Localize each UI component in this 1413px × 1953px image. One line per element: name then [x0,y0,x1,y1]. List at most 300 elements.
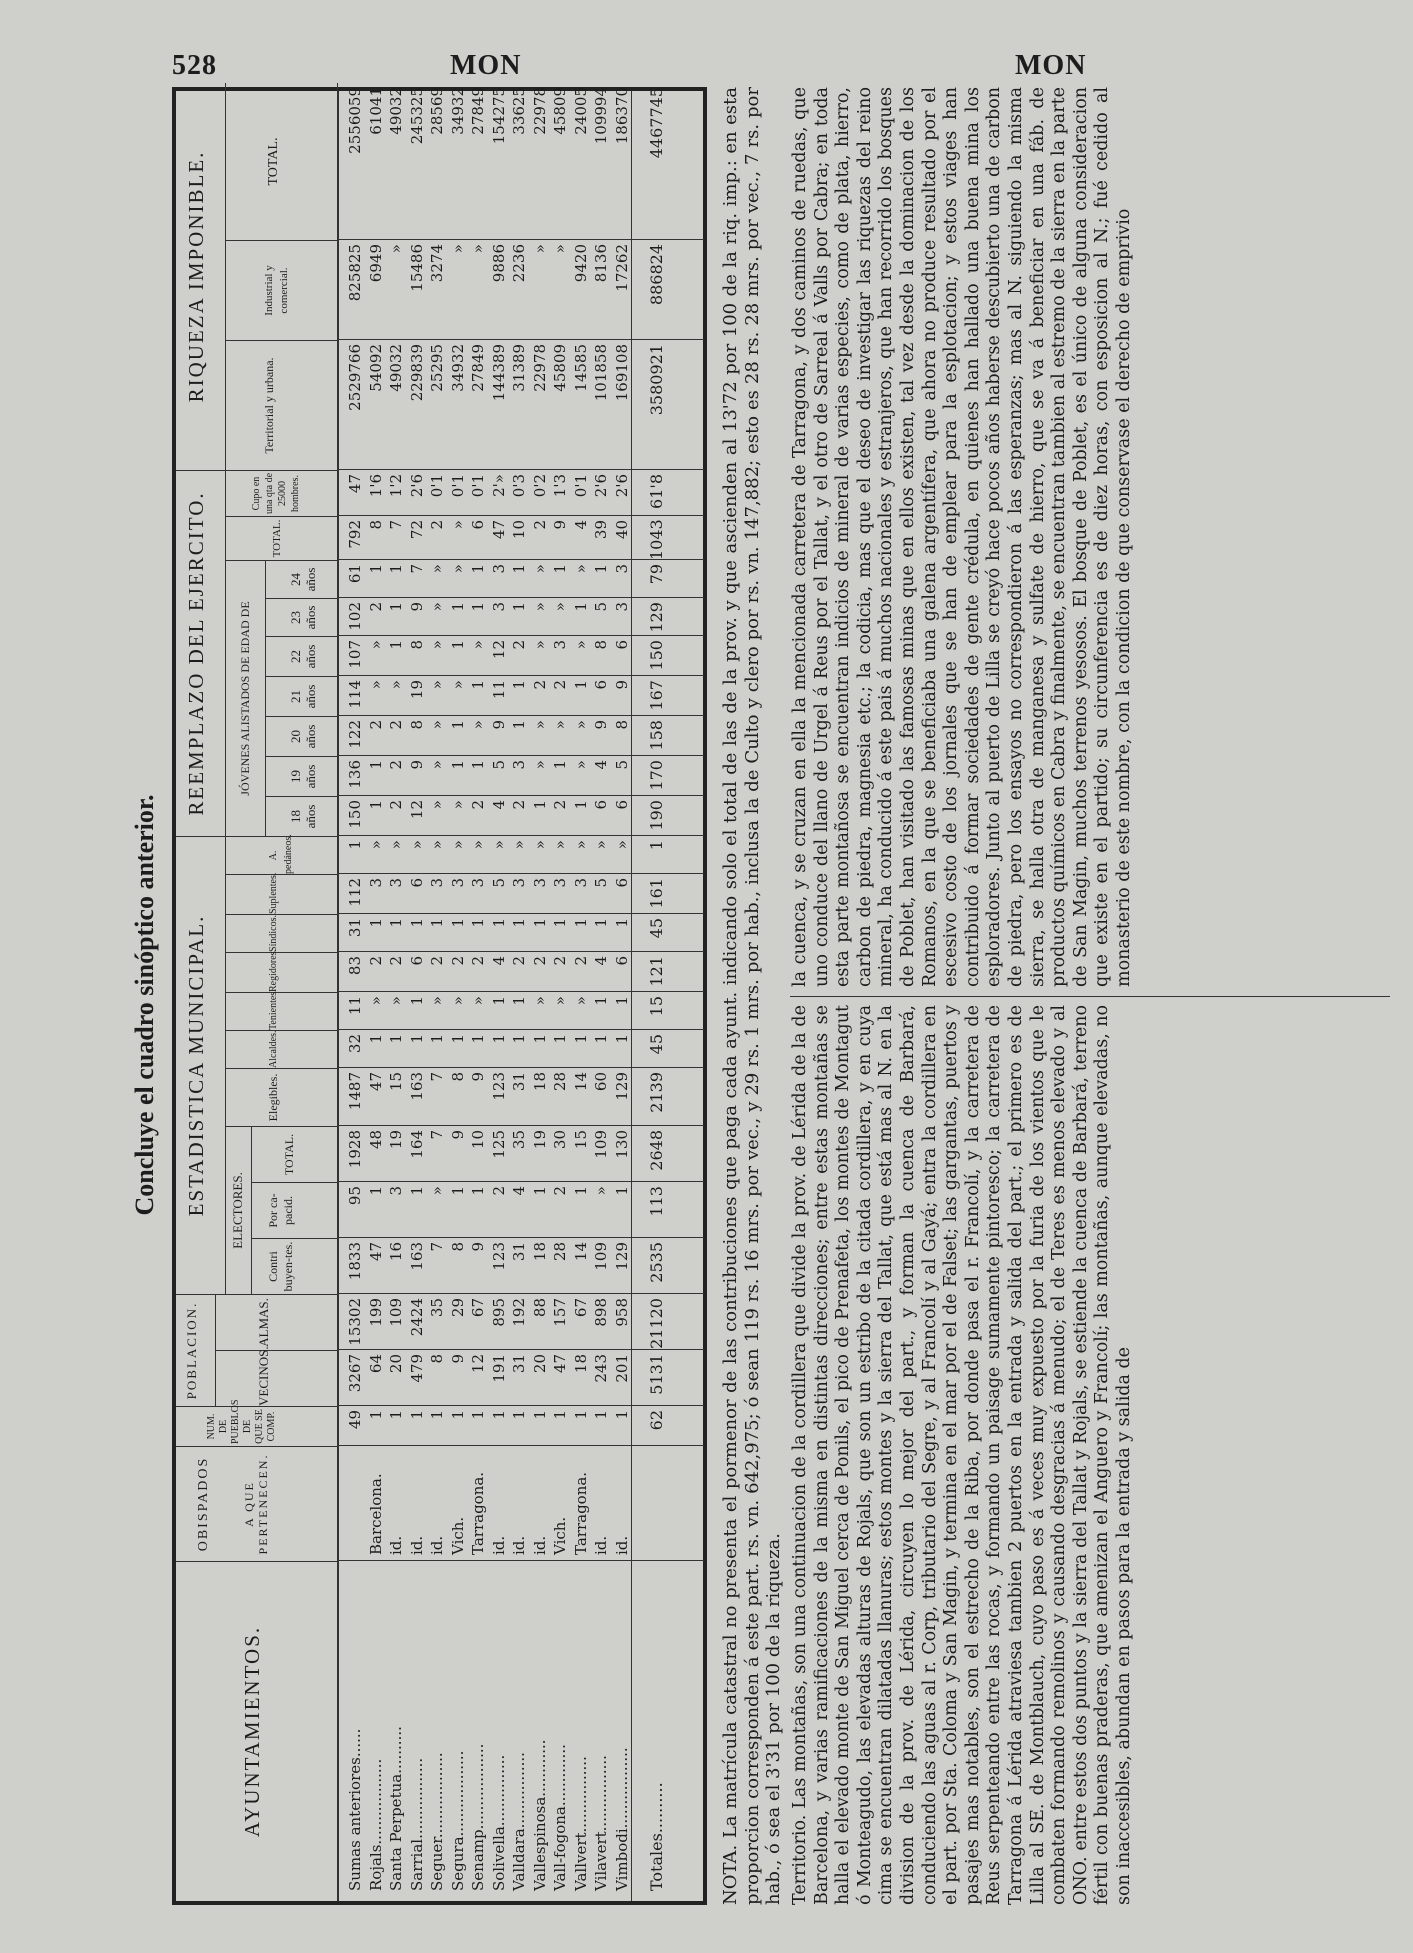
cell-total: 8 [366,520,385,530]
cell-e23: » [428,602,446,612]
cell-pedaneos: » [407,840,426,850]
nota-paragraph [720,87,785,1905]
column-rule [338,835,704,836]
cell-e24: 1 [366,564,385,574]
cell-name: Vallespinosa............ [530,1739,549,1891]
cell-e20: 1 [510,720,528,730]
cell-pedaneos: » [387,840,405,850]
cell-capac: 1 [530,1186,549,1196]
cell-total: 10 [510,520,528,540]
cell-electores: 30 [551,1130,569,1150]
cell-obispado: id. [489,1535,508,1555]
header-num-pueblos: NUM. DE PUEBLOS DE QUE SE COMP. [176,1406,338,1446]
total-cell-suplentes: 161 [647,878,666,909]
cell-contrib: 163 [407,1242,426,1271]
cell-e22: 8 [592,640,610,650]
cell-total: 72 [407,520,426,540]
cell-e21: » [428,680,446,690]
cell-vecinos: 191 [489,1354,508,1383]
cell-e20: » [469,720,487,730]
cell-pedaneos: » [489,840,508,850]
total-cell-sindicos: 45 [647,918,666,939]
cell-electores: 35 [510,1130,528,1150]
cell-cupo: 1'3 [551,474,569,498]
cell-tenientes: 1 [592,996,610,1006]
cell-pedaneos: 1 [346,840,364,850]
cell-sindicos: 1 [407,918,426,928]
cell-sindicos: 1 [510,918,528,928]
sub-elegibles: Elegibles. [226,1068,338,1126]
header-obispados-sub: A QUE PERTENECEN. [242,1453,270,1555]
cell-e22: 1 [387,640,405,650]
cell-riqueza: 22978 [530,87,549,135]
cell-vecinos: 9 [448,1354,467,1364]
cell-pedaneos: » [448,840,467,850]
cell-e19: 3 [510,760,528,770]
cell-industrial: » [551,244,569,254]
cell-almas: 109 [387,1298,405,1327]
cell-cupo: 2'» [489,474,508,497]
cell-name: Sumas anteriores...... [346,1728,364,1891]
cell-tenientes: » [530,996,549,1006]
total-cell-tenientes: 15 [647,996,666,1017]
cell-almas: 895 [489,1298,508,1327]
cell-contrib: 31 [510,1242,528,1262]
cell-e20: 2 [387,720,405,730]
cell-tenientes: » [551,996,569,1006]
header-ayuntamientos: AYUNTAMIENTOS. [176,1561,338,1901]
cell-obispado: Tarragona. [469,1471,487,1555]
sub-territorial: Territorial y urbana. [226,340,338,470]
cell-obispado: Vich. [551,1516,569,1555]
cell-pedaneos: » [428,840,446,850]
cell-e18: 2 [469,800,487,810]
column-rule [338,1293,704,1294]
cell-suplentes: 3 [448,878,467,888]
cell-e20: 2 [366,720,385,730]
total-cell-e20: 158 [647,720,666,751]
cell-elegibles: 129 [612,1072,631,1101]
cell-e23: 102 [346,602,364,631]
cell-territorial: 34932 [448,344,467,392]
cell-name: Santa Perpetua.......... [387,1726,405,1891]
cell-electores: 1928 [346,1130,364,1169]
table-row [551,87,570,1901]
cell-capac: » [428,1186,446,1196]
cell-num: 1 [510,1410,528,1420]
cell-elegibles: 7 [428,1072,446,1082]
cell-alcaldes: 1 [592,1034,610,1044]
cell-industrial: 9886 [489,244,508,283]
cell-cupo: 1'6 [366,474,385,498]
totals-row [646,87,668,1901]
cell-territorial: 229839 [407,344,426,402]
cell-num: 1 [387,1410,405,1420]
total-cell-total: 1043 [647,519,666,560]
cell-total: 9 [551,520,569,530]
cell-e19: 9 [407,760,426,770]
cell-name: Vall-fogona............. [551,1744,569,1891]
cell-num: 1 [551,1410,569,1420]
cell-e22: » [530,640,549,650]
cell-industrial: 2236 [510,244,528,283]
cell-vecinos: 20 [387,1354,405,1374]
cell-capac: 1 [407,1186,426,1196]
cell-riqueza: 2556059 [346,87,364,154]
sub-pedaneos: A. pedáneos. [226,836,338,874]
cell-contrib: 8 [448,1242,467,1252]
cell-e23: 1 [448,602,467,612]
cell-total: 2 [428,520,446,530]
cell-contrib: 16 [387,1242,405,1262]
column-rule [338,1237,704,1238]
cell-capac: 1 [448,1186,467,1196]
column-rule [338,873,704,874]
cell-name: Rojals.................. [366,1758,385,1891]
total-cell-e24: 79 [647,564,666,585]
cell-vecinos: 12 [469,1354,487,1374]
cell-electores: 130 [612,1130,631,1159]
cell-vecinos: 20 [530,1354,549,1374]
table-caption: Concluye el cuadro sinóptico anterior. [130,794,159,1216]
cell-e21: 11 [489,680,508,700]
cell-e24: » [428,564,446,574]
cell-obispado: id. [510,1535,528,1555]
total-cell-alcaldes: 45 [647,1034,666,1055]
cell-e24: 1 [592,564,610,574]
cell-e21: 9 [612,680,631,690]
cell-elegibles: 60 [592,1072,610,1092]
totals-rule [631,91,632,1901]
cell-e20: 9 [592,720,610,730]
cell-e23: » [551,602,569,612]
cell-obispado: id. [387,1535,405,1555]
territorio-section [790,87,1390,1905]
column-rule [338,515,704,516]
column-rule [338,1349,704,1350]
sub-contribuyentes: Contri buyen-tes. [252,1238,338,1294]
cell-name: Senamp.................. [469,1743,487,1891]
cell-e21: » [448,680,467,690]
column-rule [338,715,704,716]
column-rule [338,913,704,914]
cell-regidores: 4 [489,956,508,966]
cell-obispado: Barcelona. [366,1473,385,1555]
cell-riqueza: 186370 [612,87,631,145]
cell-territorial: 25295 [428,344,446,392]
cell-territorial: 49032 [387,344,405,392]
cell-e22: » [571,640,590,650]
sub-jovenes: JÓVENES ALISTADOS DE EDAD DE [226,560,266,836]
cell-tenientes: » [366,996,385,1006]
cell-sindicos: 1 [428,918,446,928]
cell-e20: 1 [448,720,467,730]
total-cell-riqueza: 4467745 [647,87,666,159]
sub-edad-19: 19 años [266,756,338,796]
cell-total: 792 [346,520,364,549]
cell-e23: 3 [612,602,631,612]
cell-contrib: 18 [530,1242,549,1262]
sub-tenientes: Tenientes. [226,992,338,1030]
cell-almas: 29 [448,1298,467,1318]
header-obispados [176,1446,338,1561]
cell-cupo: 0'3 [510,474,528,498]
cell-territorial: 45809 [551,344,569,392]
cell-e18: 150 [346,800,364,829]
column-rule [338,635,704,636]
cell-capac: 2 [489,1186,508,1196]
cell-contrib: 47 [366,1242,385,1262]
cell-suplentes: 3 [366,878,385,888]
total-cell-capac: 113 [647,1186,666,1217]
column-rule [338,469,704,470]
cell-pedaneos: » [530,840,549,850]
cell-e20: 122 [346,720,364,749]
cell-tenientes: » [387,996,405,1006]
cell-alcaldes: 1 [571,1034,590,1044]
header-reemplazo: REEMPLAZO DEL EJERCITO. [176,470,226,836]
cell-electores: 19 [530,1130,549,1150]
cell-sindicos: 1 [366,918,385,928]
cell-capac: 2 [551,1186,569,1196]
cell-cupo: 0'1 [469,474,487,498]
sub-cupo: Cupo en una qta de 25000 hombres. [226,470,338,516]
cell-obispado: id. [530,1535,549,1555]
cell-e20: » [428,720,446,730]
cell-elegibles: 47 [366,1072,385,1092]
cell-suplentes: 5 [592,878,610,888]
cell-industrial: 15486 [407,244,426,292]
cell-sindicos: 1 [612,918,631,928]
cell-cupo: 1'2 [387,474,405,498]
cell-e22: 107 [346,640,364,669]
cell-e23: 9 [407,602,426,612]
cell-total: 7 [387,520,405,530]
cell-tenientes: 1 [510,996,528,1006]
cell-total: 47 [489,520,508,540]
cell-e19: 1 [448,760,467,770]
total-cell-elegibles: 2139 [647,1072,666,1113]
column-rule [338,755,704,756]
column-divider [790,996,1390,997]
cell-e19: » [571,760,590,770]
cell-obispado: Vich. [448,1516,467,1555]
column-rule [338,239,704,240]
territorio-column-left: Territorio. Las montañas, son una continuacion de la cordillera que divide la prov. de Lérida de la de Barcelona, y varias ramificaciones de la misma en distintas direcciones; entre estas montañas se halla el elevado monte de San Miguel cerca de Ponils, el pico de Prenafeta, los montes de Montagut ó Monteagudo, las elevadas alturas de Rojals, que son un estribo de la citada cordillera, y en cuya cima se encuentran dilatadas llanuras; estos montes y la sierra del Tallat, que está mas al N. en la division de la prov. de Lérida, circuyen lo mejor del part., y forman la cuenca de Barbará, conduciendo las aguas al r. Corp, tributario del Segre, y al Francolí y al Gayá; entra la cordillera en el part. por Sta. Coloma y San Magin, y termina en el mar por el de Falset; las gargantas, puertos y pasajes mas notables, son el estrecho de la Riba, por donde pasa el r. Francolí, y la carretera de Reus serpenteando entre las rocas, y formando un paisage sumamente pintoresco; la carretera de Tarragona á Lérida atraviesa tambien 2 puertos en la entrada y salida del part.; el primero es de Lilla al SE. de Montblauch, cuyo paso es á veces muy expuesto por la furia de los vientos que le combaten formando remolinos y causando desgracias á menudo; el de Teres es menos elevado y al ONO. entre estos dos puntos y la sierra del Tallat y Rojals, se estiende la cuenca de Barbará, terreno fértil con buenas praderas, que amenizan el Anguero y Francolí; las montañas, aunque elevadas, no son inaccesibles, abundan en pasos para la entrada y salida de [790,1005,1134,1905]
sub-alcaldes: Alcaldes. [226,1030,338,1068]
total-cell-e18: 190 [647,800,666,831]
cell-e24: 7 [407,564,426,574]
cell-e21: 6 [592,680,610,690]
cell-cupo: 2'6 [592,474,610,498]
total-cell-vecinos: 5131 [647,1354,666,1395]
cell-cupo: 0'2 [530,474,549,498]
cell-elegibles: 14 [571,1072,590,1092]
cell-regidores: 6 [612,956,631,966]
cell-riqueza: 33625 [510,87,528,135]
cell-suplentes: 6 [612,878,631,888]
cell-e24: 3 [489,564,508,574]
cell-e22: 6 [612,640,631,650]
cell-industrial: » [448,244,467,254]
total-cell-cupo: 61'8 [647,474,666,509]
cell-e19: 1 [366,760,385,770]
cell-e23: 1 [510,602,528,612]
column-rule [338,1181,704,1182]
cell-suplentes: 3 [387,878,405,888]
cell-obispado: id. [612,1535,631,1555]
header-rule [338,91,339,1901]
cell-alcaldes: 1 [407,1034,426,1044]
cell-e18: 12 [407,800,426,820]
cell-e21: 114 [346,680,364,709]
cell-e22: 8 [407,640,426,650]
total-cell-contrib: 2535 [647,1242,666,1283]
total-cell-e19: 170 [647,760,666,791]
cell-electores: 109 [592,1130,610,1159]
cell-sindicos: 1 [387,918,405,928]
cell-alcaldes: 1 [510,1034,528,1044]
column-rule [338,795,704,796]
cell-alcaldes: 32 [346,1034,364,1054]
cell-num: 1 [428,1410,446,1420]
cell-riqueza: 27849 [469,87,487,135]
cell-capac: 4 [510,1186,528,1196]
total-cell-pedaneos: 1 [647,840,666,851]
cell-tenientes: 1 [407,996,426,1006]
cell-riqueza: 154275 [489,87,508,145]
cell-suplentes: 3 [551,878,569,888]
cell-tenientes: 11 [346,996,364,1016]
cell-alcaldes: 1 [387,1034,405,1044]
cell-almas: 2424 [407,1298,426,1337]
column-rule [338,991,704,992]
table-row [346,87,365,1901]
total-cell-num: 62 [647,1410,666,1431]
sub-edad-18: 18 años [266,796,338,836]
cell-elegibles: 1487 [346,1072,364,1111]
cell-almas: 199 [366,1298,385,1327]
sub-total-reemplazo: TOTAL. [226,516,338,560]
cell-e20: » [530,720,549,730]
cell-industrial: 3274 [428,244,446,283]
cell-cupo: 0'1 [448,474,467,498]
column-rule [338,1067,704,1068]
cell-almas: 898 [592,1298,610,1327]
total-cell-electores: 2648 [647,1130,666,1171]
table-row [530,87,550,1901]
cell-sindicos: 1 [469,918,487,928]
table-row [612,87,632,1901]
cell-tenientes: 1 [489,996,508,1006]
total-cell-e22: 150 [647,640,666,671]
cell-e24: » [530,564,549,574]
cell-total: 39 [592,520,610,540]
cell-e22: » [428,640,446,650]
cell-e21: 2 [530,680,549,690]
cell-e19: 5 [612,760,631,770]
cell-suplentes: 3 [510,878,528,888]
cell-capac: 95 [346,1186,364,1206]
cell-electores: 48 [366,1130,385,1150]
cell-elegibles: 9 [469,1072,487,1082]
table-body [340,87,631,1901]
cell-alcaldes: 1 [551,1034,569,1044]
cell-name: Vallvert................ [571,1756,590,1891]
cell-contrib: 1833 [346,1242,364,1281]
sub-vecinos: VECINOS. [216,1350,338,1406]
cell-capac: » [592,1186,610,1196]
cell-e24: 1 [510,564,528,574]
cell-name: Solivella............... [489,1754,508,1891]
sub-edad-22: 22 años [266,636,338,676]
cell-riqueza: 245325 [407,87,426,145]
cell-elegibles: 31 [510,1072,528,1092]
column-rule [338,1029,704,1030]
column-rule [338,675,704,676]
cell-industrial: » [387,244,405,254]
cell-e22: » [469,640,487,650]
cell-e21: 2 [551,680,569,690]
cell-e18: 6 [592,800,610,810]
cell-regidores: 2 [571,956,590,966]
cell-e20: 9 [489,720,508,730]
cell-regidores: 2 [428,956,446,966]
cell-e18: 1 [366,800,385,810]
cell-pedaneos: » [551,840,569,850]
table-row [489,87,509,1901]
cell-e18: 4 [489,800,508,810]
header-estadistica: ESTADISTICA MUNICIPAL. [176,836,226,1294]
sub-total-electores: TOTAL. [252,1126,338,1182]
cell-riqueza: 28569 [428,87,446,135]
page-number: 528 [172,50,217,81]
total-cell-e21: 167 [647,680,666,711]
cell-territorial: 31389 [510,344,528,392]
cell-num: 1 [489,1410,508,1420]
cell-electores: 164 [407,1130,426,1159]
cell-almas: 67 [571,1298,590,1318]
cell-e18: 2 [551,800,569,810]
cell-elegibles: 8 [448,1072,467,1082]
cell-obispado: id. [407,1535,426,1555]
cell-vecinos: 31 [510,1354,528,1374]
cell-territorial: 2529766 [346,344,364,411]
cell-e18: 1 [530,800,549,810]
cell-e19: » [530,760,549,770]
column-rule [338,597,704,598]
cell-vecinos: 243 [592,1354,610,1383]
cell-e22: 12 [489,640,508,660]
cell-tenientes: » [448,996,467,1006]
column-rule [338,1405,704,1406]
cell-elegibles: 123 [489,1072,508,1101]
sub-capacidad: Por ca-pacid. [252,1182,338,1238]
cell-riqueza: 109994 [592,87,610,145]
cell-industrial: 17262 [612,244,631,292]
sub-edad-21: 21 años [266,676,338,716]
header-riqueza: RIQUEZA IMPONIBLE. [176,83,226,470]
sub-almas: ALMAS. [216,1294,338,1350]
cell-tenientes: » [428,996,446,1006]
header-obispados-title: OBISPADOS [196,1456,211,1552]
cell-e19: 4 [592,760,610,770]
cell-suplentes: 3 [530,878,549,888]
cell-e19: 1 [551,760,569,770]
cell-suplentes: 3 [428,878,446,888]
cell-almas: 35 [428,1298,446,1318]
cell-regidores: 2 [469,956,487,966]
